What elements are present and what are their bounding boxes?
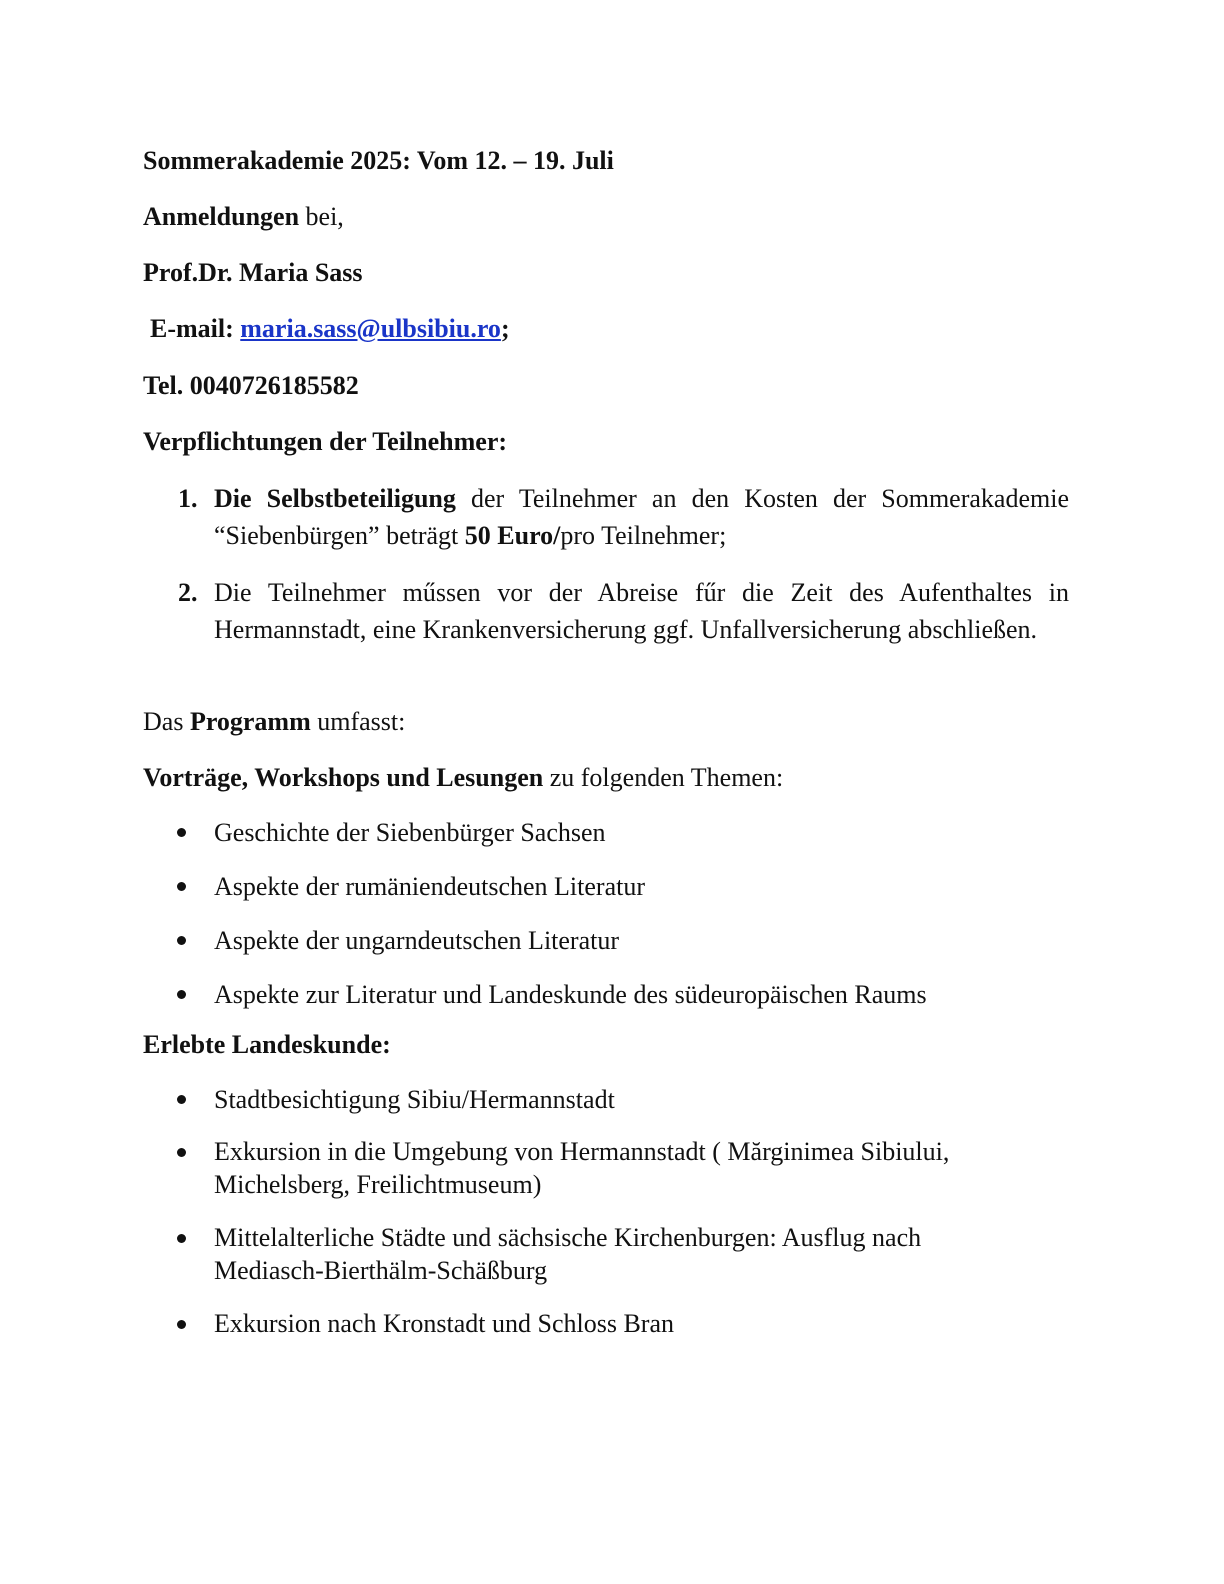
obligation-1-text-a: der Teilnehmer an den Kosten der Sommerakademie “Siebenbürgen” beträgt [214, 484, 1069, 550]
landeskunde-item: Exkursion nach Kronstadt und Schloss Bran [214, 1309, 675, 1338]
bullet-icon [177, 1234, 186, 1243]
program-intro-pre: Das [143, 707, 190, 736]
obligation-item-1 [214, 480, 1069, 554]
obligation-1-amount: 50 Euro/ [464, 521, 561, 550]
email-line [150, 310, 510, 347]
obligations-heading: Verpflichtungen der Teilnehmer: [143, 427, 508, 456]
topics-heading [143, 759, 783, 796]
registration-line [143, 198, 344, 235]
landeskunde-item: Stadtbesichtigung Sibiu/Hermannstadt [214, 1085, 615, 1114]
bullet-icon [177, 1148, 186, 1157]
landeskunde-item: Mittelalterliche Städte und sächsische Kirchenburgen: Ausflug nach Mediasch-Bierthälm-Schäßburg [214, 1223, 922, 1285]
topic-item: Aspekte der ungarndeutschen Literatur [214, 926, 620, 955]
email-suffix: ; [500, 314, 510, 343]
email-link[interactable]: maria.sass@ulbsibiu.ro [240, 314, 501, 343]
bullet-icon [177, 990, 186, 999]
obligation-item-2: Die Teilnehmer műssen vor der Abreise fűr die Zeit des Aufenthaltes in Hermannstadt, eine Krankenversicherung ggf. Unfallversicherung abschließen. [214, 578, 1069, 644]
document-title: Sommerakademie 2025: Vom 12. – 19. Juli [143, 146, 614, 175]
email-label: E-mail: [150, 314, 241, 343]
bullet-icon [177, 1095, 186, 1104]
registration-label: Anmeldungen [143, 202, 300, 231]
program-intro [143, 703, 405, 740]
topics-heading-bold: Vorträge, Workshops und Lesungen [143, 763, 544, 792]
landeskunde-item: Exkursion in die Umgebung von Hermannstadt ( Mărginimea Sibiului, Michelsberg, Freilichtmuseum) [214, 1137, 950, 1199]
obligation-number-1: 1. [178, 484, 198, 513]
bullet-icon [177, 882, 186, 891]
topic-item: Geschichte der Siebenbürger Sachsen [214, 818, 606, 847]
phone-number: Tel. 0040726185582 [143, 371, 359, 400]
topic-item: Aspekte zur Literatur und Landeskunde des südeuropäischen Raums [214, 980, 927, 1009]
bullet-icon [177, 828, 186, 837]
bullet-icon [177, 936, 186, 945]
registration-label-rest: bei, [299, 202, 344, 231]
bullet-icon [177, 1320, 186, 1329]
obligation-number-2: 2. [178, 578, 198, 607]
landeskunde-heading: Erlebte Landeskunde: [143, 1030, 391, 1059]
contact-name: Prof.Dr. Maria Sass [143, 258, 363, 287]
program-intro-bold: Programm [189, 707, 311, 736]
program-intro-post: umfasst: [310, 707, 406, 736]
obligation-1-text-b: pro Teilnehmer; [560, 521, 727, 550]
obligation-1-lead: Die Selbstbeteiligung [214, 484, 456, 513]
topics-heading-rest: zu folgenden Themen: [543, 763, 784, 792]
topic-item: Aspekte der rumäniendeutschen Literatur [214, 872, 645, 901]
